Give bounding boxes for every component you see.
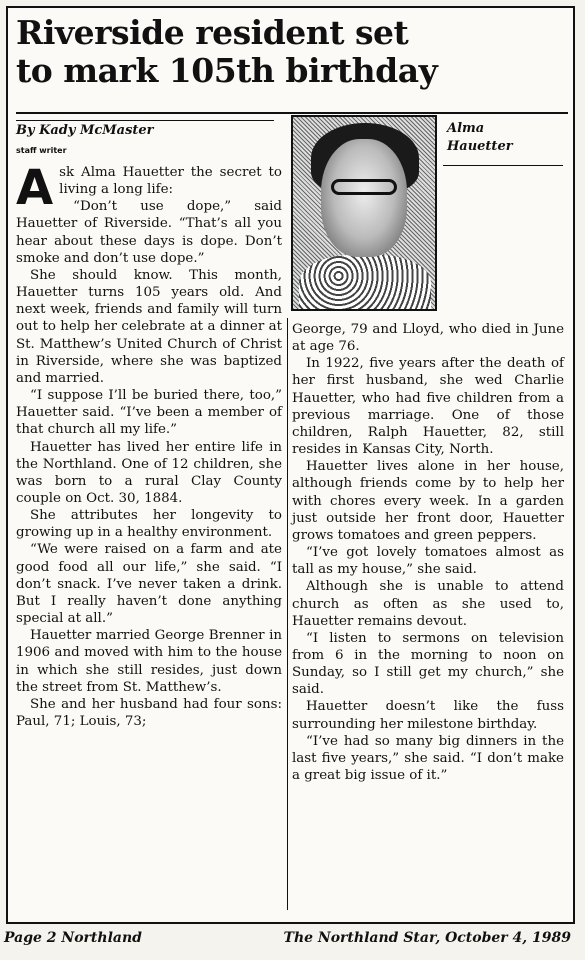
paragraph: Hauetter lives alone in her house, although friends come by to help her with chores every week. In a garden just outside her front door, Hauetter grows tomatoes and green peppers. bbox=[292, 459, 564, 543]
photo-dress bbox=[299, 255, 431, 311]
photo-face bbox=[321, 139, 407, 257]
paragraph: “I’ve got lovely tomatoes almost as tall as my house,” she said. bbox=[292, 545, 564, 578]
paragraph: Ask Alma Hauetter the secret to living a long life: bbox=[16, 160, 282, 216]
photo-caption bbox=[447, 120, 513, 156]
paragraph: “I suppose I’ll be buried there, too,” Hauetter said. “I’ve been a member of that church all my life.” bbox=[16, 388, 282, 438]
paragraph: Hauetter doesn’t like the fuss surrounding her milestone birthday. bbox=[292, 699, 564, 732]
headline-line-2: to mark 105th birthday bbox=[16, 51, 438, 90]
byline-rule bbox=[16, 120, 274, 121]
paragraph: Although she is unable to attend church as often as she used to, Hauetter remains devout. bbox=[292, 579, 564, 629]
paragraph: In 1922, five years after the death of her first husband, she wed Charlie Hauetter, who had five children from a previous marriage. One of those children, Ralph Hauetter, 82, still resides in Kansas City, North. bbox=[292, 356, 564, 458]
caption-line-1: Alma bbox=[447, 121, 485, 136]
article-column-1 bbox=[16, 160, 282, 730]
paragraph: She attributes her longevity to growing up in a healthy environment. bbox=[16, 508, 282, 541]
headline-rule bbox=[16, 112, 568, 114]
paragraph: George, 79 and Lloyd, who died in June at age 76. bbox=[292, 322, 564, 355]
paragraph: “Don’t use dope,” said Hauetter of Riverside. “That’s all you hear about these days is dope. Don’t smoke and don’t use dope.” bbox=[16, 199, 282, 266]
drop-cap: A bbox=[16, 160, 54, 216]
page-folio: Page 2 Northland bbox=[4, 930, 142, 946]
headline-line-1: Riverside resident set bbox=[16, 13, 409, 52]
byline: By Kady McMaster bbox=[16, 123, 154, 138]
portrait-photo bbox=[291, 115, 437, 311]
paragraph: She should know. This month, Hauetter turns 105 years old. And next week, friends and family will turn out to help her celebrate at a dinner at St. Matthew’s United Church of Christ in Riverside, where she was baptized and married. bbox=[16, 267, 282, 386]
paragraph: She and her husband had four sons: Paul, 71; Louis, 73; bbox=[16, 696, 282, 729]
column-divider bbox=[287, 318, 288, 910]
article-column-2 bbox=[292, 321, 564, 784]
paragraph: Hauetter has lived her entire life in the Northland. One of 12 children, she was born to a rural Clay County couple on Oct. 30, 1884. bbox=[16, 439, 282, 506]
photo-glasses bbox=[331, 179, 397, 195]
paragraph: “We were raised on a farm and ate good food all our life,” she said. “I don’t snack. I’ve never taken a drink. But I really haven’t done anything special at all.” bbox=[16, 542, 282, 627]
headline bbox=[16, 14, 516, 90]
author-role: staff writer bbox=[16, 146, 67, 155]
paragraph: “I listen to sermons on television from 6 in the morning to noon on Sunday, so I still get my church,” she said. bbox=[292, 630, 564, 698]
paragraph: Hauetter married George Brenner in 1906 and moved with him to the house in which she still resides, just down the street from St. Matthew’s. bbox=[16, 628, 282, 695]
publication-dateline: The Northland Star, October 4, 1989 bbox=[283, 930, 571, 946]
paragraph: “I’ve had so many big dinners in the last five years,” she said. “I don’t make a great big issue of it.” bbox=[292, 733, 564, 784]
caption-line-2: Hauetter bbox=[447, 139, 513, 154]
caption-rule bbox=[443, 165, 563, 166]
